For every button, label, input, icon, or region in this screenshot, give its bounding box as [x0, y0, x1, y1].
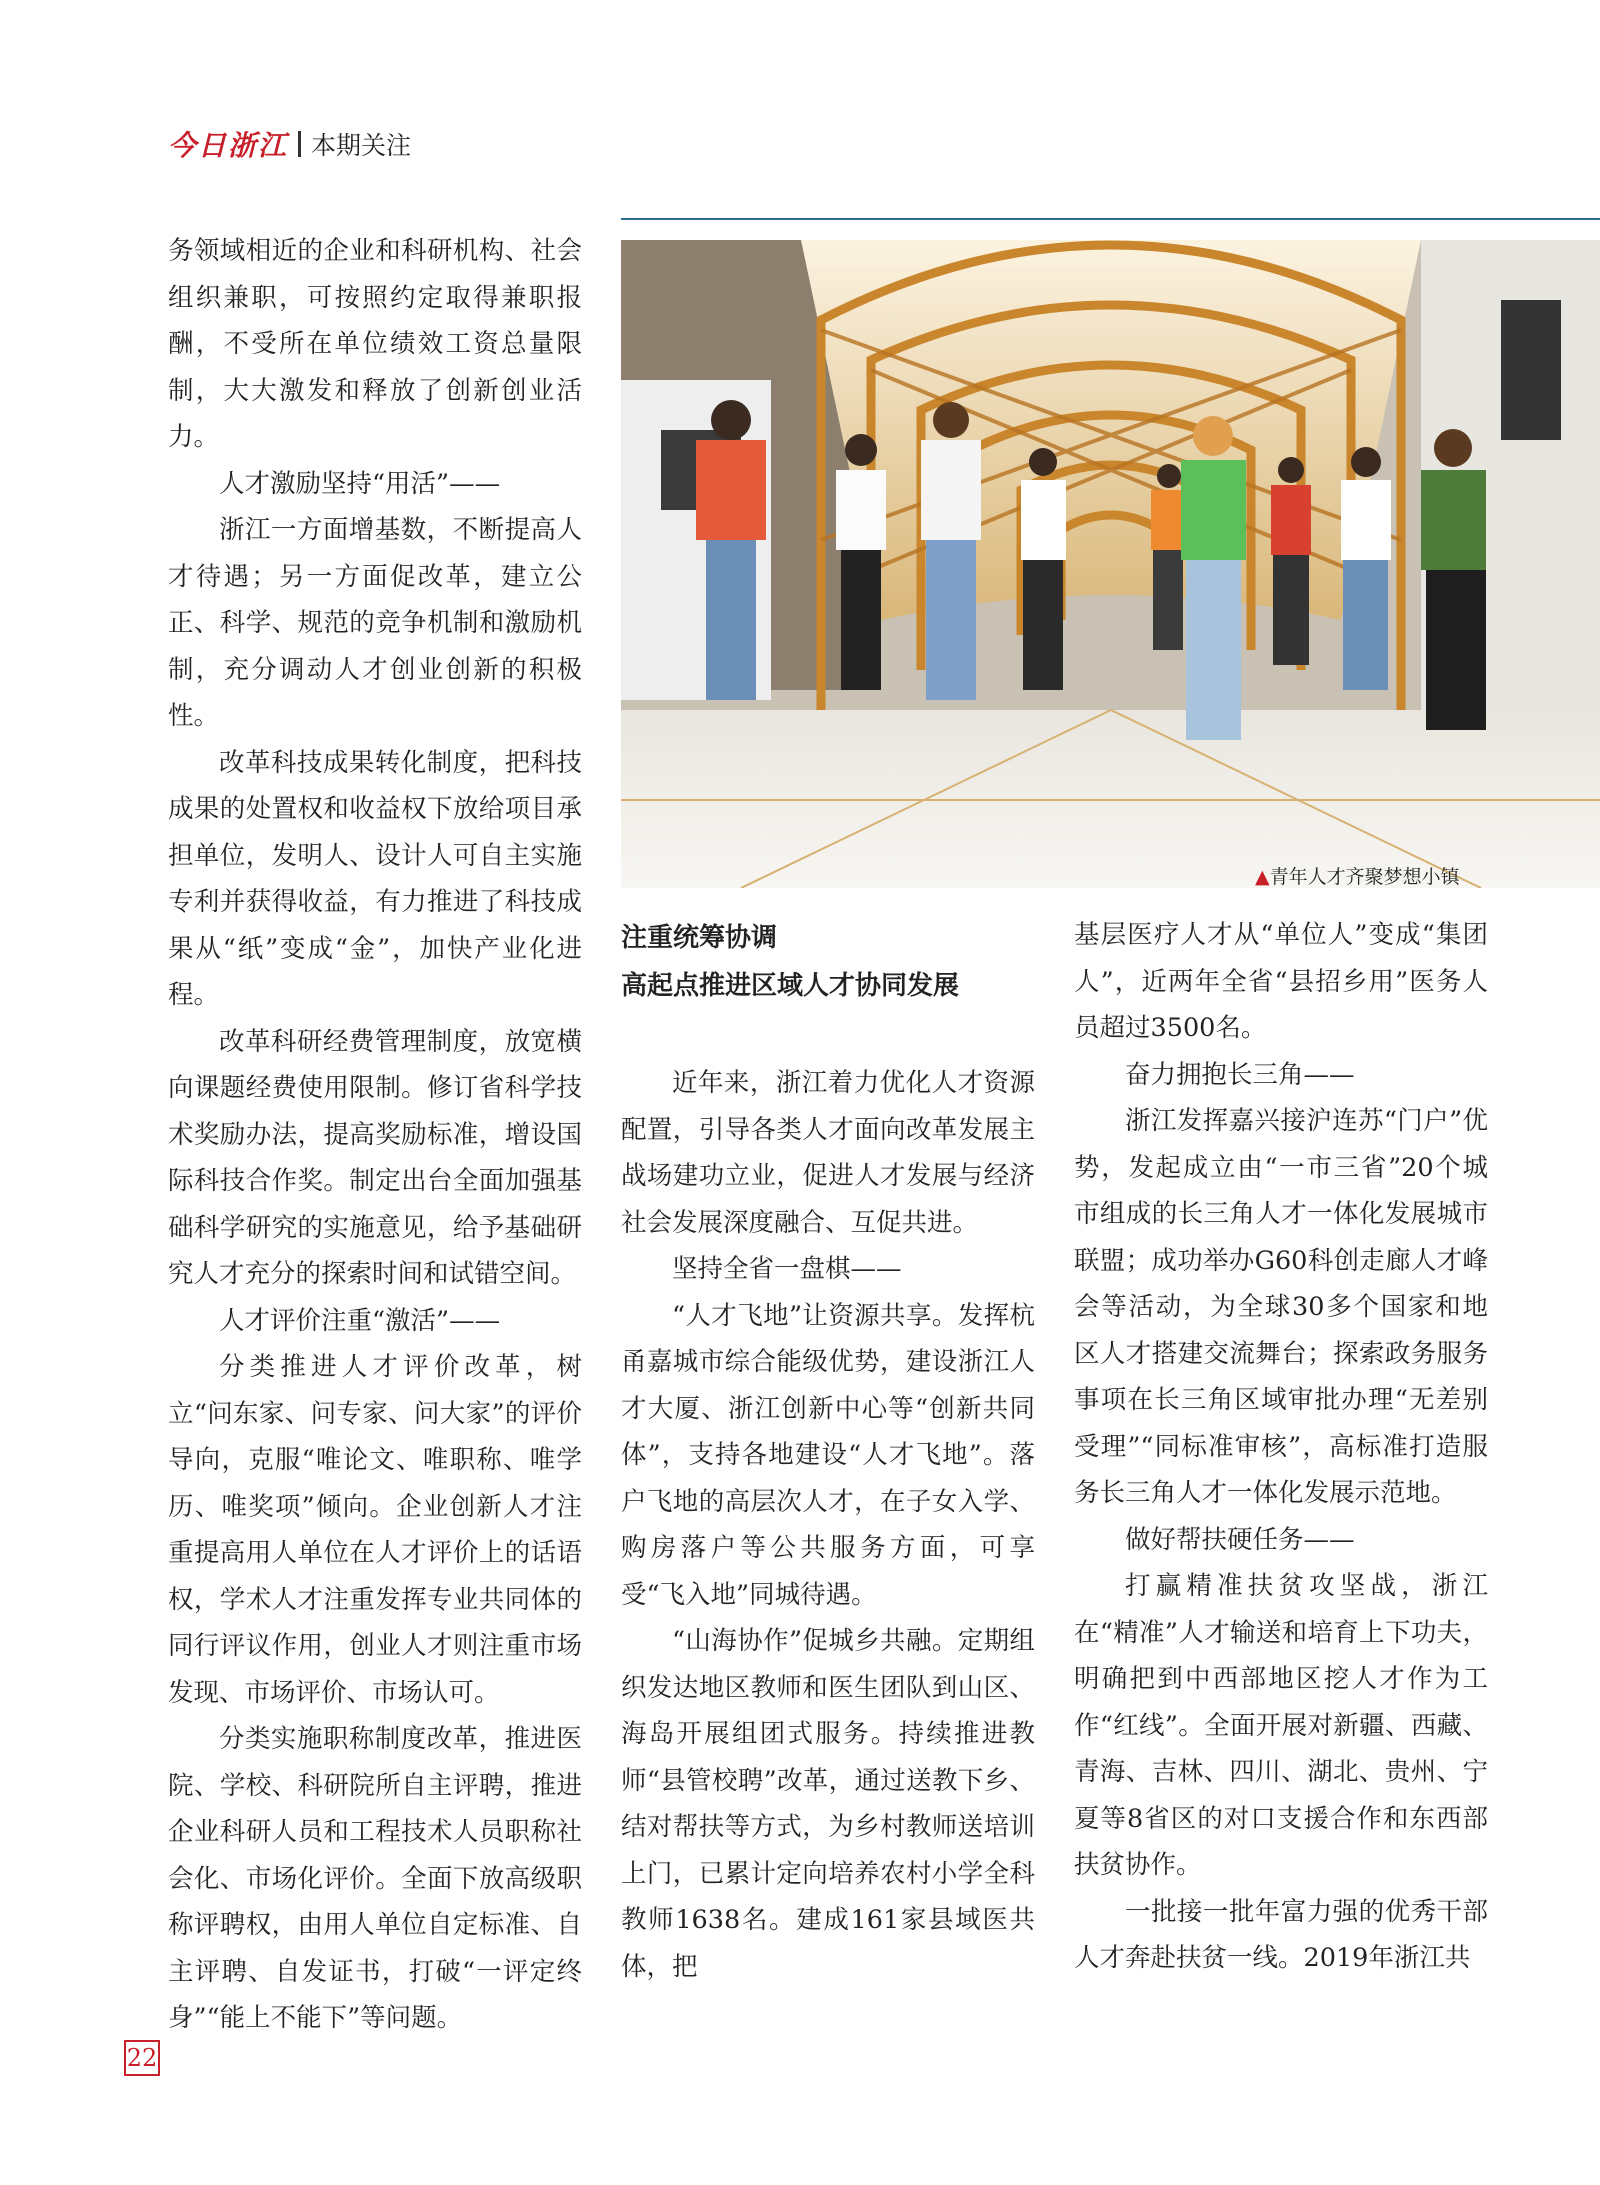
column-1: [168, 228, 582, 2042]
paragraph: 打赢精准扶贫攻坚战，浙江在“精准”人才输送和培育上下功夫，明确把到中西部地区挖人才作为工作“红线”。全面开展对新疆、西藏、青海、吉林、四川、湖北、贵州、宁夏等8省区的对口支援合作和东西部扶贫协作。: [1074, 1571, 1488, 1880]
caption-text: 青年人才齐聚梦想小镇: [1269, 866, 1460, 888]
paragraph: 坚持全省一盘棋——: [672, 1254, 902, 1284]
column-2: [621, 1060, 1035, 1990]
triangle-icon: ▲: [1255, 866, 1270, 888]
paragraph: 近年来，浙江着力优化人才资源配置，引导各类人才面向改革发展主战场建功立业，促进人才发展与经济社会发展深度融合、互促共进。: [621, 1068, 1035, 1238]
header-divider: [298, 131, 301, 157]
photo-dancers: [621, 240, 1600, 888]
paragraph: 一批接一批年富力强的优秀干部人才奔赴扶贫一线。2019年浙江共: [1074, 1896, 1488, 1973]
paragraph: 分类推进人才评价改革，树立“问东家、问专家、问大家”的评价导向，克服“唯论文、唯职称、唯学历、唯奖项”倾向。企业创新人才注重提高用人单位在人才评价上的话语权，学术人才注重发挥专业共同体的同行评议作用，创业人才则注重市场发现、市场评价、市场认可。: [168, 1352, 582, 1708]
paragraph: “山海协作”促城乡共融。定期组织发达地区教师和医生团队到山区、海岛开展组团式服务。持续推进教师“县管校聘”改革，通过送教下乡、结对帮扶等方式，为乡村教师送培训上门，已累计定向培养农村小学全科教师1638名。建成161家县域医共体，把: [621, 1626, 1035, 1982]
section-subheading: [621, 914, 959, 1010]
section-title: 本期关注: [311, 131, 412, 160]
paragraph: 人才激励坚持“用活”——: [219, 468, 501, 499]
paragraph: “人才飞地”让资源共享。发挥杭甬嘉城市综合能级优势，建设浙江人才大厦、浙江创新中心等“创新共同体”，支持各地建设“人才飞地”。落户飞地的高层次人才，在子女入学、购房落户等公共服务方面，可享受“飞入地”同城待遇。: [621, 1300, 1035, 1610]
paragraph: 浙江一方面增基数，不断提高人才待遇；另一方面促改革，建立公正、科学、规范的竞争机制和激励机制，充分调动人才创业创新的积极性。: [168, 515, 582, 731]
photo-illustration: [621, 240, 1600, 888]
top-rule: [621, 218, 1600, 220]
paragraph: 浙江发挥嘉兴接沪连苏“门户”优势，发起成立由“一市三省”20个城市组成的长三角人才一体化发展城市联盟；成功举办G60科创走廊人才峰会等活动，为全球30多个国家和地区人才搭建交流舞台；探索政务服务事项在长三角区域审批办理“无差别受理”“同标准审核”，高标准打造服务长三角人才一体化发展示范地。: [1074, 1106, 1488, 1508]
paragraph: 分类实施职称制度改革，推进医院、学校、科研院所自主评聘，推进企业科研人员和工程技术人员职称社会化、市场化评价。全面下放高级职称评聘权，由用人单位自定标准、自主评聘、自发证书，打破“一评定终身”“能上不能下”等问题。: [168, 1724, 582, 2033]
page-header: [168, 124, 411, 164]
paragraph: 基层医疗人才从“单位人”变成“集团人”，近两年全省“县招乡用”医务人员超过3500名。: [1074, 920, 1488, 1043]
paragraph: 改革科技成果转化制度，把科技成果的处置权和收益权下放给项目承担单位，发明人、设计人可自主实施专利并获得收益，有力推进了科技成果从“纸”变成“金”，加快产业化进程。: [168, 747, 582, 1010]
paragraph: 人才评价注重“激活”——: [219, 1305, 501, 1336]
column-3: [1074, 912, 1488, 1982]
photo-caption: [1255, 862, 1460, 889]
paragraph: 改革科研经费管理制度，放宽横向课题经费使用限制。修订省科学技术奖励办法，提高奖励标准，增设国际科技合作奖。制定出台全面加强基础科学研究的实施意见，给予基础研究人才充分的探索时间和试错空间。: [168, 1026, 582, 1289]
magazine-logo: 今日浙江: [168, 129, 289, 162]
paragraph: 务领域相近的企业和科研机构、社会组织兼职，可按照约定取得兼职报酬，不受所在单位绩效工资总量限制，大大激发和释放了创新创业活力。: [168, 236, 582, 452]
paragraph: 奋力拥抱长三角——: [1125, 1059, 1355, 1090]
subheading-line-1: 注重统筹协调: [621, 923, 778, 953]
page-number: 22: [124, 2040, 160, 2076]
subheading-line-2: 高起点推进区域人才协同发展: [621, 971, 960, 1001]
paragraph: 做好帮扶硬任务——: [1125, 1524, 1355, 1555]
